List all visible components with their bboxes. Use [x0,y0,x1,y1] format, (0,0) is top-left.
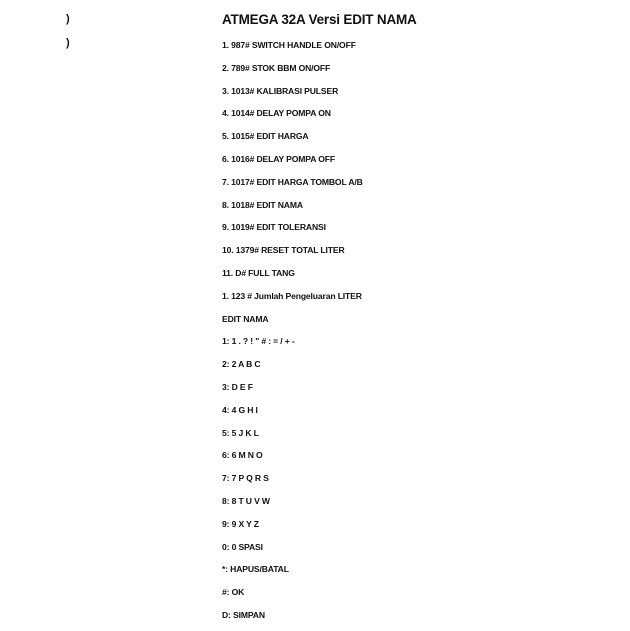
keypad-mapping-line: 3: D E F [222,381,253,392]
command-line: 1. 987# SWITCH HANDLE ON/OFF [222,40,356,50]
keypad-mapping-line: 2: 2 A B C [222,359,261,370]
command-line: 2. 789# STOK BBM ON/OFF [222,62,331,73]
keypad-mapping-line: 6: 6 M N O [222,450,263,461]
margin-mark: ) [66,37,70,49]
document-title: ATMEGA 32A Versi EDIT NAMA [222,12,417,27]
keypad-mapping-line: 1: 1 . ? ! " # : = / + - [222,336,295,347]
command-line: 1. 123 # Jumlah Pengeluaran LITER [222,290,362,301]
keypad-mapping-line: *: HAPUS/BATAL [222,564,289,575]
command-line: 3. 1013# KALIBRASI PULSER [222,85,339,96]
keypad-mapping-line: 4: 4 G H I [222,404,258,415]
keypad-mapping-line: 8: 8 T U V W [222,495,270,506]
command-line: 8. 1018# EDIT NAMA [222,199,303,210]
keypad-mapping-line: 5: 5 J K L [222,427,259,438]
keypad-mapping-line: 7: 7 P Q R S [222,473,269,484]
command-line: 10. 1379# RESET TOTAL LITER [222,245,345,256]
command-line: 6. 1016# DELAY POMPA OFF [222,153,335,164]
command-line: 9. 1019# EDIT TOLERANSI [222,222,326,233]
command-line: 5. 1015# EDIT HARGA [222,131,309,142]
command-list [222,38,363,631]
command-line: 4. 1014# DELAY POMPA ON [222,108,331,119]
keypad-mapping-line: 0: 0 SPASI [222,541,263,552]
section-heading: EDIT NAMA [222,313,269,324]
keypad-mapping-line: 9: 9 X Y Z [222,518,259,529]
command-line: 11. D# FULL TANG [222,267,295,278]
command-line: 7. 1017# EDIT HARGA TOMBOL A/B [222,176,363,187]
keypad-mapping-line: D: SIMPAN [222,609,265,620]
keypad-mapping-line: #: OK [222,587,245,598]
margin-mark: ) [66,13,70,25]
